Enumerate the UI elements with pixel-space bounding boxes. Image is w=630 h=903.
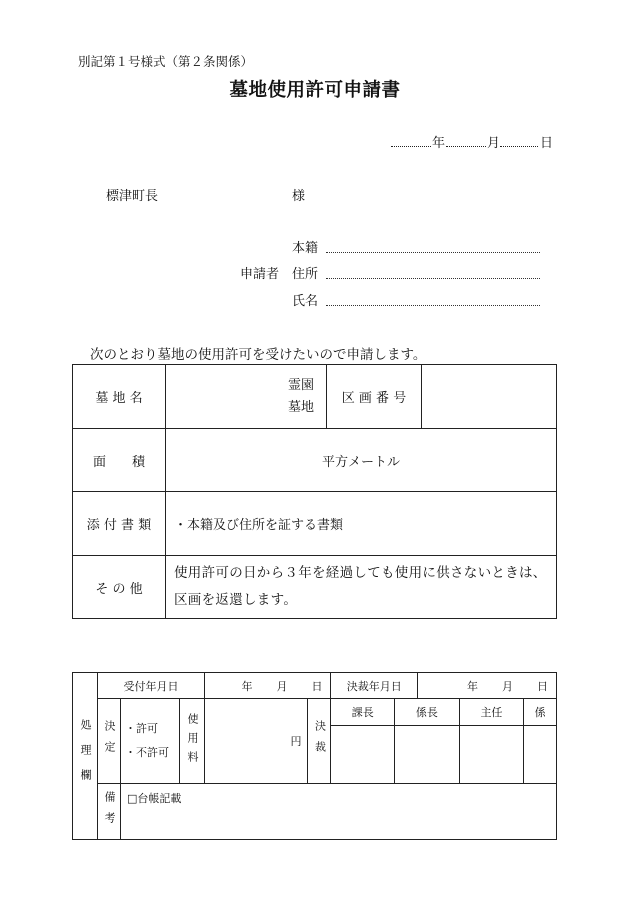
fee-unit: 円 <box>290 735 302 748</box>
name-field[interactable] <box>326 304 540 306</box>
date-day-label: 日 <box>540 136 554 151</box>
other-label: そ の 他 <box>73 556 166 619</box>
date-day-field[interactable] <box>500 132 538 147</box>
processing-section-label: 処理欄 <box>73 673 98 840</box>
date-year-label: 年 <box>432 136 446 151</box>
lot-number-label: 区 画 番 号 <box>327 365 422 429</box>
application-table <box>72 364 557 619</box>
stamp-shunin[interactable] <box>459 725 524 783</box>
cemetery-name-label: 墓 地 名 <box>73 365 166 429</box>
fee-field[interactable] <box>205 699 308 784</box>
date-year-field[interactable] <box>391 132 431 147</box>
form-number: 別記第１号様式（第２条関係） <box>78 54 254 69</box>
applicant-label: 申請者 <box>240 267 280 282</box>
stamp-kacho[interactable] <box>331 725 394 783</box>
decision-label: 決定 <box>98 699 121 784</box>
approval-label: 決裁 <box>308 699 331 784</box>
area-label: 面 積 <box>73 429 166 492</box>
name-label: 氏名 <box>292 294 319 309</box>
remarks-field[interactable] <box>121 784 557 840</box>
addressee: 標津町長 <box>106 189 159 204</box>
address-field[interactable] <box>326 277 540 279</box>
page-title: 墓地使用許可申請書 <box>229 80 401 101</box>
received-date-label: 受付年月日 <box>98 673 205 699</box>
cemetery-option-reien[interactable]: 霊園 <box>287 377 314 393</box>
domicile-label: 本籍 <box>292 241 319 256</box>
approver-kakaricho-label: 係長 <box>395 699 460 725</box>
area-field[interactable] <box>166 429 557 492</box>
attachments-label: 添 付 書 類 <box>73 492 166 556</box>
approver-kacho-label: 課長 <box>331 699 394 725</box>
permit-option[interactable]: ・許可 <box>125 722 158 735</box>
decision-options[interactable] <box>121 699 180 784</box>
fee-label: 使用料 <box>180 699 205 784</box>
cemetery-name-field[interactable] <box>166 365 327 429</box>
attachments-value: ・本籍及び住所を証する書類 <box>166 492 557 556</box>
stamp-kakaricho[interactable] <box>395 725 460 783</box>
domicile-field[interactable] <box>326 251 540 253</box>
date-month-label: 月 <box>487 136 501 151</box>
cemetery-option-bochi[interactable]: 墓地 <box>287 399 314 415</box>
processing-table <box>72 672 557 840</box>
decision-date-field[interactable]: 年 月 日 <box>417 673 556 699</box>
address-label: 住所 <box>292 267 319 282</box>
intro-text: 次のとおり墓地の使用許可を受けたいので申請します。 <box>90 347 427 363</box>
date-month-field[interactable] <box>446 132 486 147</box>
deny-option[interactable]: ・不許可 <box>125 746 169 759</box>
lot-number-field[interactable] <box>422 365 557 429</box>
approval-grid <box>331 699 557 784</box>
approver-shunin-label: 主任 <box>459 699 524 725</box>
decision-date-label: 決裁年月日 <box>331 673 417 699</box>
area-unit: 平方メートル <box>321 454 400 470</box>
other-value: 使用許可の日から３年を経過しても使用に供さないときは、区画を返還します。 <box>166 556 557 619</box>
honorific: 様 <box>292 189 306 204</box>
received-date-field[interactable]: 年 月 日 <box>205 673 331 699</box>
approver-kakari-label: 係 <box>524 699 556 725</box>
remarks-label: 備考 <box>98 784 121 840</box>
ledger-checkbox[interactable]: □台帳記載 <box>127 792 182 805</box>
stamp-kakari[interactable] <box>524 725 556 783</box>
